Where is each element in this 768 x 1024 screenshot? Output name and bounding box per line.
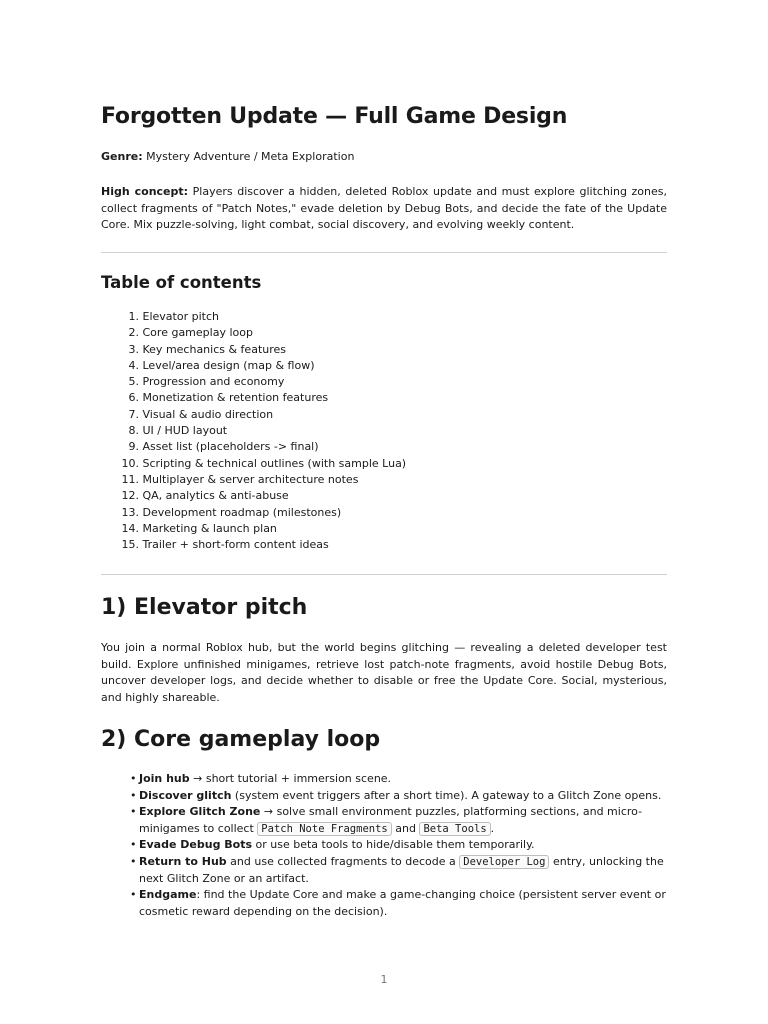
toc-item: 11. Multiplayer & server architecture notes bbox=[121, 472, 359, 486]
toc-item: 2. Core gameplay loop bbox=[128, 326, 253, 340]
toc-item: 15. Trailer + short-form content ideas bbox=[121, 538, 329, 552]
bullet: • bbox=[130, 805, 137, 819]
section-heading-core-loop: 2) Core gameplay loop bbox=[101, 727, 381, 752]
genre-label: Genre: bbox=[101, 150, 143, 163]
divider bbox=[101, 252, 667, 253]
list-item: • Discover glitch (system event triggers after a short time). A gateway to a Glitch Zone opens. bbox=[130, 788, 667, 805]
list-item: • Join hub → short tutorial + immersion scene. bbox=[130, 771, 667, 788]
toc-item: 5. Progression and economy bbox=[128, 375, 285, 389]
table-of-contents bbox=[101, 309, 406, 553]
toc-item: 1. Elevator pitch bbox=[128, 310, 219, 323]
toc-item: 9. Asset list (placeholders -> final) bbox=[128, 440, 319, 454]
bullet: • bbox=[130, 888, 137, 902]
bullet: • bbox=[130, 772, 137, 785]
page-number: 1 bbox=[380, 973, 388, 986]
bullet: • bbox=[130, 854, 137, 868]
bullet: • bbox=[130, 838, 137, 852]
toc-item: 14. Marketing & launch plan bbox=[121, 521, 277, 535]
toc-item: 8. UI / HUD layout bbox=[128, 424, 228, 438]
toc-item: 12. QA, analytics & anti-abuse bbox=[121, 489, 289, 503]
list-item: • Evade Debug Bots or use beta tools to hide/disable them temporarily. bbox=[130, 837, 667, 854]
divider bbox=[101, 574, 667, 575]
core-loop-list bbox=[130, 771, 667, 920]
concept-value: Players discover a hidden, deleted Roblox update and must explore glitching zones, collect fragments of "Patch Notes," evade deletion by Debug Bots, and decide the fate of the Update Core. Mix puzzle-solving, light combat, social discovery, and evolving weekly content. bbox=[101, 185, 668, 232]
inline-code: Patch Note Fragments bbox=[257, 822, 391, 836]
inline-code: Developer Log bbox=[459, 855, 549, 869]
toc-item: 6. Monetization & retention features bbox=[128, 391, 329, 405]
list-item: • Explore Glitch Zone → solve small environment puzzles, platforming sections, and micro-minigames to collect Patch Note Fragments and Beta Tools . bbox=[130, 805, 643, 835]
toc-item: 4. Level/area design (map & flow) bbox=[128, 358, 315, 372]
toc-item: 7. Visual & audio direction bbox=[128, 407, 274, 421]
genre-value: Mystery Adventure / Meta Exploration bbox=[142, 150, 355, 163]
list-item: • Endgame: find the Update Core and make a game-changing choice (persistent server event or cosmetic reward depending on the decision). bbox=[130, 888, 666, 918]
genre-line bbox=[101, 150, 354, 163]
page-title: Forgotten Update — Full Game Design bbox=[101, 104, 568, 129]
list-item: • Return to Hub and use collected fragments to decode a Developer Log entry, unlocking the next Glitch Zone or an artifact. bbox=[130, 854, 664, 885]
elevator-pitch-paragraph: You join a normal Roblox hub, but the world begins glitching — revealing a deleted developer test build. Explore unfinished minigames, retrieve lost patch-note fragments, avoid hostile Debug Bots, uncover developer logs, and decide whether to disable or free the Update Core. Social, mysterious, and highly shareable. bbox=[101, 641, 667, 704]
toc-heading: Table of contents bbox=[101, 273, 262, 292]
toc-item: 3. Key mechanics & features bbox=[128, 342, 287, 356]
bullet: • bbox=[130, 788, 137, 802]
toc-item: 13. Development roadmap (milestones) bbox=[121, 505, 342, 519]
toc-item: 10. Scripting & technical outlines (with sample Lua) bbox=[121, 456, 407, 470]
concept-label: High concept: bbox=[101, 185, 189, 198]
inline-code: Beta Tools bbox=[419, 822, 490, 836]
section-heading-elevator-pitch: 1) Elevator pitch bbox=[101, 595, 308, 620]
high-concept-paragraph bbox=[101, 184, 667, 234]
